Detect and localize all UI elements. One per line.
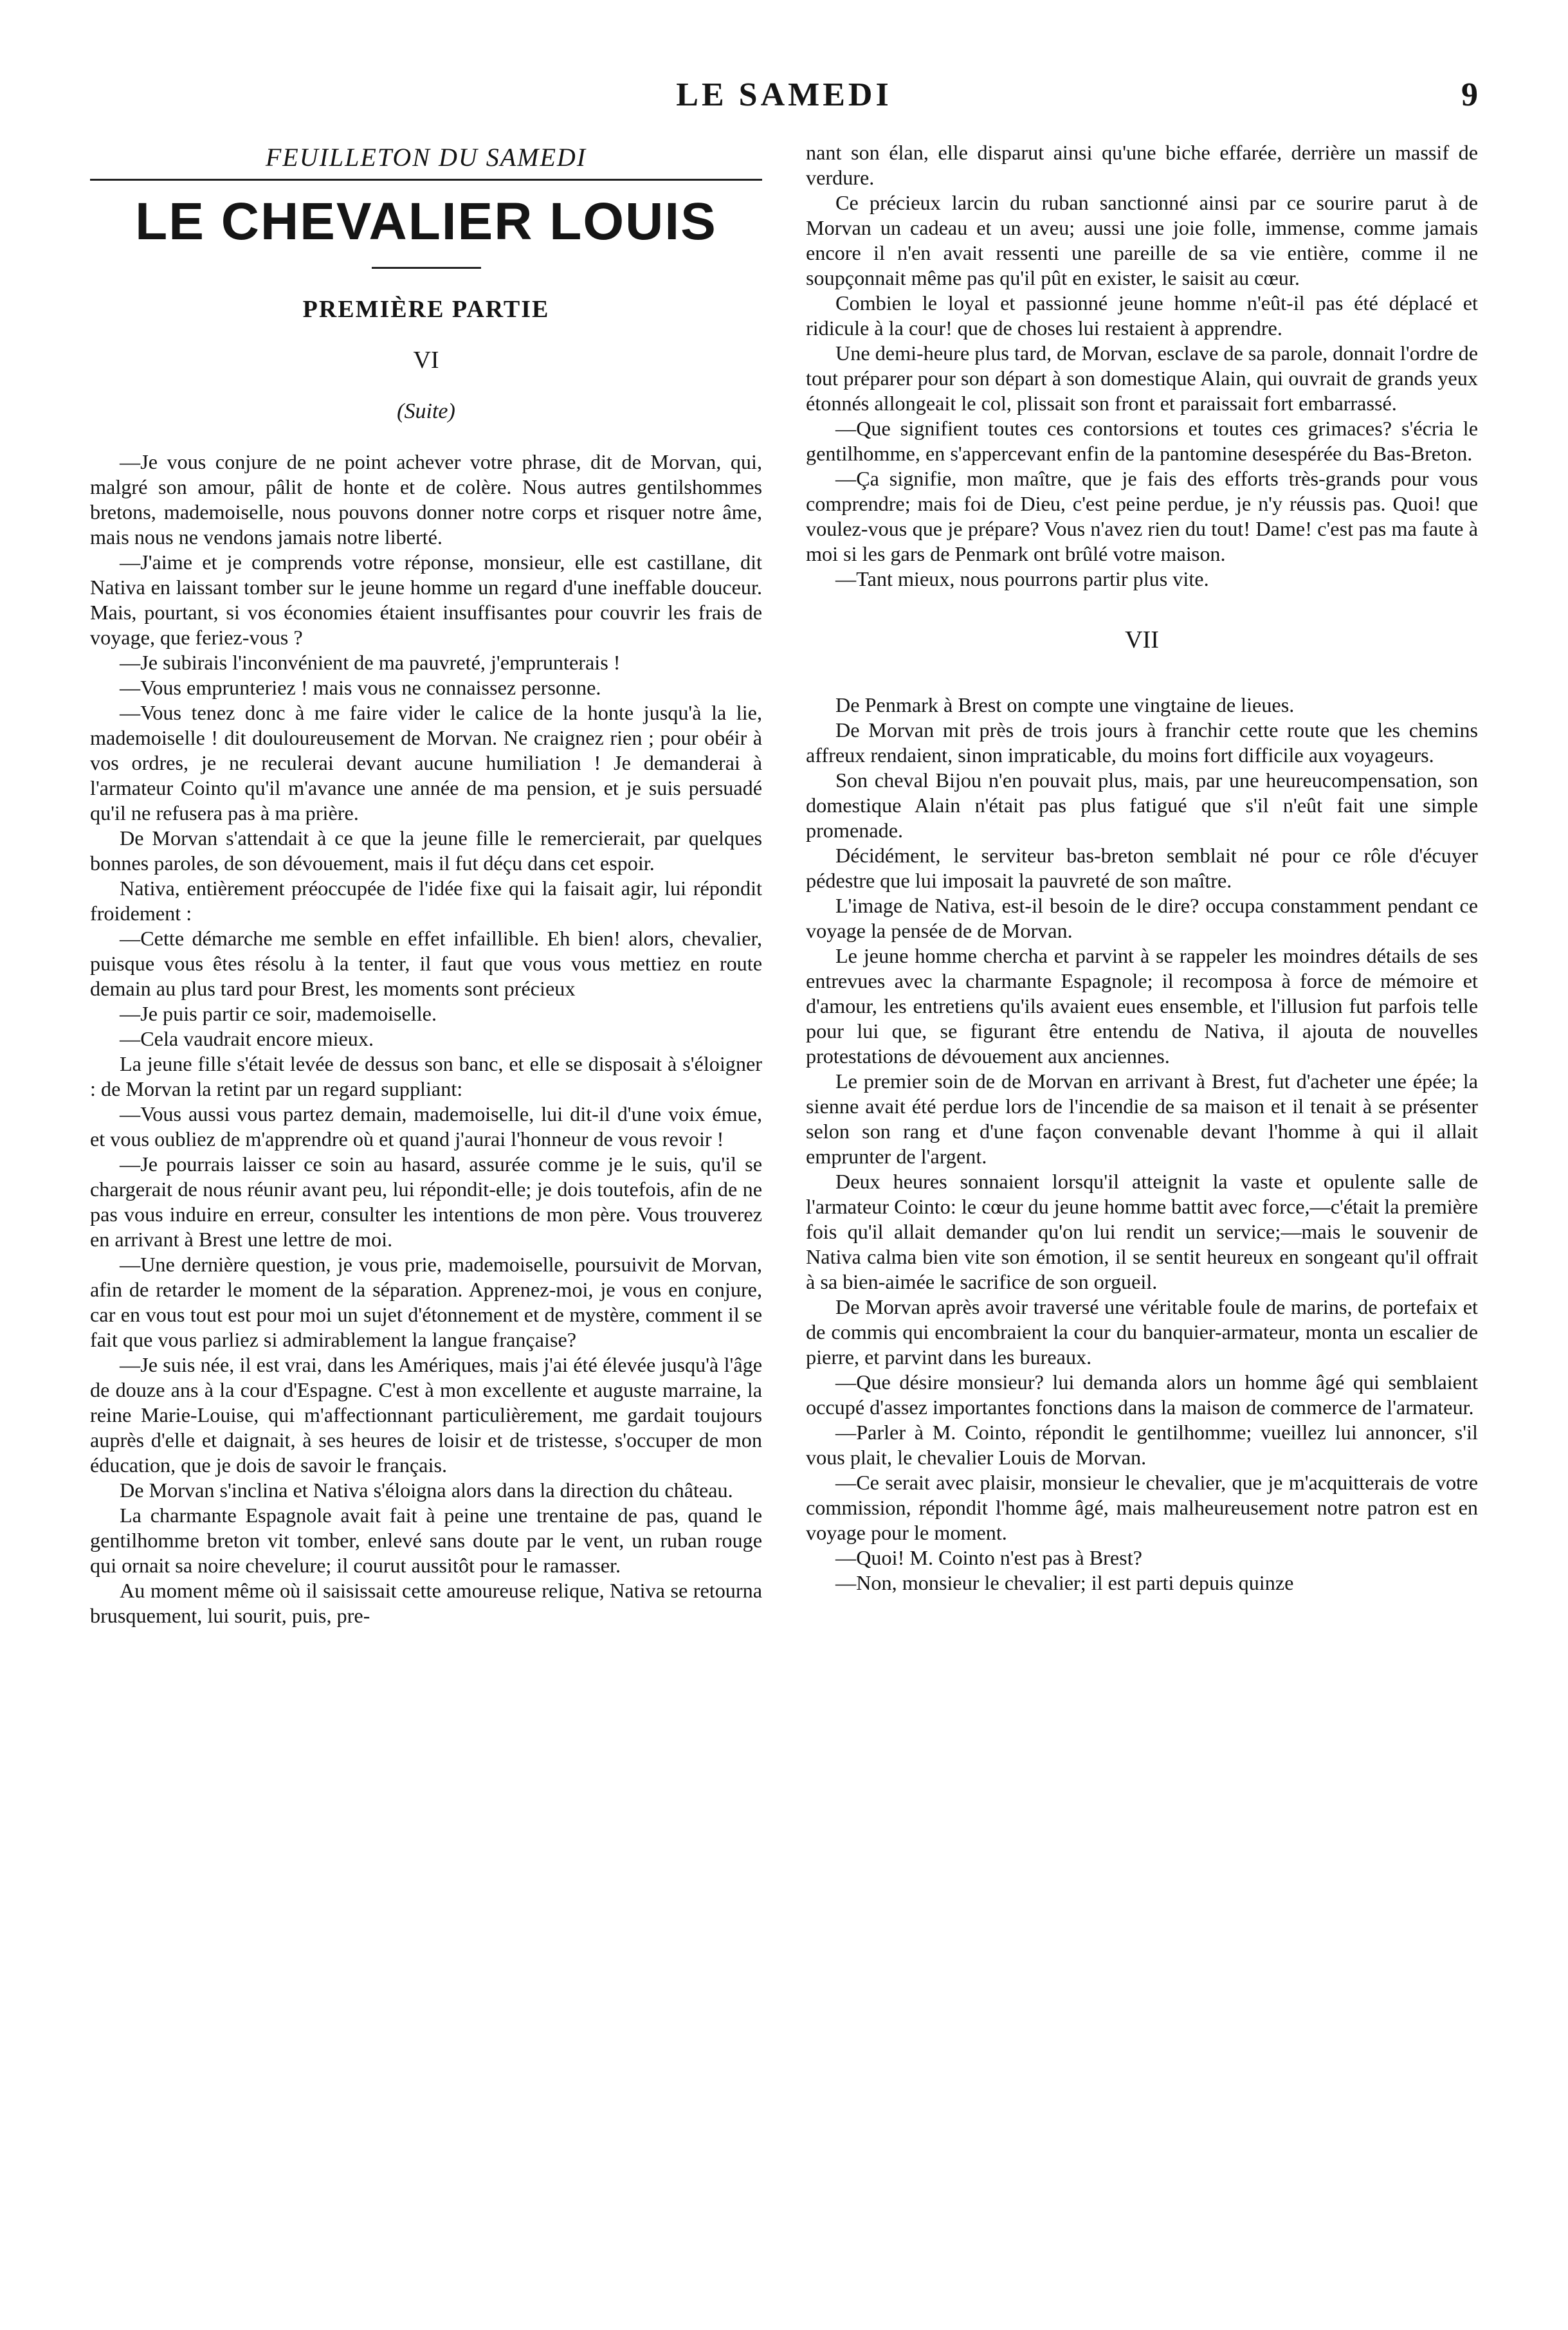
- paragraph: Combien le loyal et passionné jeune homme n'eût-il pas été déplacé et ridicule à la cour! que de choses lui restaient à apprendre.: [806, 291, 1478, 340]
- paragraph: —Je vous conjure de ne point achever votre phrase, dit de Morvan, qui, malgré son amour, pâlit de honte et de colère. Nous autres gentilshommes bretons, mademoiselle, nous pouvons donner notre corps et risquer notre âme, mais nous ne vendons jamais notre liberté.: [90, 450, 762, 549]
- chapter-heading: VII: [1125, 626, 1159, 653]
- paragraph: De Morvan mit près de trois jours à franchir cette route que les chemins affreux rendaient, sinon impraticable, du moins fort difficile aux voyageurs.: [806, 718, 1478, 767]
- paragraph: Deux heures sonnaient lorsqu'il atteignit la vaste et opulente salle de l'armateur Cointo: le cœur du jeune homme battit avec force,—c'était la première fois qu'il allait demander qu'on lui rendit un service;—mais le souvenir de Nativa calma bien vite son émotion, il se sentit heureux en songeant qu'il offrait à sa bien-aimée le sacrifice de son orgueil.: [806, 1170, 1478, 1293]
- paragraph: —Vous emprunteriez ! mais vous ne connaissez personne.: [120, 676, 601, 699]
- paragraph: —Non, monsieur le chevalier; il est parti depuis quinze: [835, 1571, 1294, 1594]
- paragraph-continued: nant son élan, elle disparut ainsi qu'une biche effarée, derrière un massif de verdure.: [806, 141, 1478, 189]
- paragraph: Au moment même où il saisissait cette amoureuse relique, Nativa se retourna brusquement, lui sourit, puis, pre-: [90, 1579, 762, 1627]
- left-column: [90, 145, 762, 1628]
- paragraph: —Je puis partir ce soir, mademoiselle.: [120, 1002, 437, 1025]
- paragraph: —Vous aussi vous partez demain, mademoiselle, lui dit-il d'une voix émue, et vous oubliez de m'apprendre où et quand j'aurai l'honneur de vous revoir !: [90, 1102, 762, 1151]
- story-title: LE CHEVALIER LOUIS: [135, 192, 717, 251]
- suite-label: (Suite): [397, 399, 455, 423]
- paragraph: —Que signifient toutes ces contorsions et toutes ces grimaces? s'écria le gentilhomme, en s'appercevant enfin de la pantomine desespérée du Bas-Breton.: [806, 417, 1478, 465]
- paragraph: —Quoi! M. Cointo n'est pas à Brest?: [835, 1546, 1142, 1569]
- paragraph: Le jeune homme chercha et parvint à se rappeler les moindres détails de ses entrevues avec la charmante Espagnole; il recomposa à force de mémoire et d'amour, les entretiens qu'ils avaient eues ensemble, et l'illusion fut parfois telle pour lui que, se figurant être entendu de Nativa, il ajouta de nouvelles protestations de dévouement aux anciennes.: [806, 944, 1478, 1068]
- paragraph: —Cette démarche me semble en effet infaillible. Eh bien! alors, chevalier, puisque vous êtes résolu à la tenter, il faut que vous vous mettiez en route demain au plus tard pour Brest, les moments sont précieux: [90, 927, 762, 1000]
- paragraph: —Une dernière question, je vous prie, mademoiselle, poursuivit de Morvan, afin de retarder le moment de la séparation. Apprenez-moi, je vous en conjure, car en vous tout est pour moi un sujet d'étonnement et de mystère, comment il se fait que vous parliez si admirablement la langue française?: [90, 1253, 762, 1351]
- paragraph: La charmante Espagnole avait fait à peine une trentaine de pas, quand le gentilhomme breton vit tomber, enlevé sans doute par le vent, un ruban rouge qui ornait sa noire chevelure; il courut aussitôt pour le ramasser.: [90, 1504, 762, 1577]
- paragraph: De Morvan après avoir traversé une véritable foule de marins, de portefaix et de commis qui encombraient la cour du banquier-armateur, monta un escalier de pierre, et parvint dans les bureaux.: [806, 1295, 1478, 1369]
- paragraph: —Ça signifie, mon maître, que je fais des efforts très-grands pour vous comprendre; mais foi de Dieu, c'est peine perdue, je n'y réussis pas. Quoi! que voulez-vous que je prépare? Vous n'avez rien du tout! Dame! c'est pas ma faute à moi si les gars de Penmark ont brûlé votre maison.: [806, 467, 1478, 565]
- paragraph: —Vous tenez donc à me faire vider le calice de la honte jusqu'à la lie, mademoiselle ! dit douloureusement de Morvan. Ne craignez rien ; pour obéir à vos ordres, je ne reculerai devant aucune humiliation ! Je demanderai à l'armateur Cointo qu'il m'avance une année de ma pension, et je suis persuadé qu'il ne refusera pas à ma prière.: [90, 701, 762, 824]
- left-paragraphs: [90, 450, 762, 1628]
- paragraph: Le premier soin de de Morvan en arrivant à Brest, fut d'acheter une épée; la sienne avait été perdue lors de l'incendie de sa maison et il tenait à se présenter selon son rang et d'une façon convenable devant l'homme à qui il allait emprunter de l'argent.: [806, 1069, 1478, 1168]
- paragraph: Son cheval Bijou n'en pouvait plus, mais, par une heureucompensation, son domestique Alain n'était pas plus fatigué que s'il n'eût fait une simple promenade.: [806, 769, 1478, 842]
- paragraph: Nativa, entièrement préoccupée de l'idée fixe qui la faisait agir, lui répondit froidement :: [90, 877, 762, 925]
- masthead: LE SAMEDI: [676, 77, 892, 113]
- right-paragraphs-after: [806, 693, 1478, 1596]
- paragraph: —Ce serait avec plaisir, monsieur le chevalier, que je m'acquitterais de votre commission, répondit l'homme âgé, mais malheureusement notre patron est en voyage pour le moment.: [806, 1471, 1478, 1544]
- paragraph: De Morvan s'inclina et Nativa s'éloigna alors dans la direction du château.: [120, 1479, 733, 1502]
- paragraph: —J'aime et je comprends votre réponse, monsieur, elle est castillane, dit Nativa en laissant tomber sur le jeune homme un regard d'une ineffable douceur. Mais, pourtant, si vos économies étaient insuffisantes pour couvrir les frais de voyage, que feriez-vous ?: [90, 551, 762, 649]
- paragraph: —Cela vaudrait encore mieux.: [120, 1027, 374, 1050]
- page-header: [90, 76, 1478, 127]
- paragraph: L'image de Nativa, est-il besoin de le dire? occupa constamment pendant ce voyage la pensée de de Morvan.: [806, 894, 1478, 942]
- feuilleton-label: FEUILLETON DU SAMEDI: [90, 145, 762, 181]
- paragraph: —Je pourrais laisser ce soin au hasard, assurée comme je le suis, qu'il se chargerait de nous réunir avant peu, lui répondit-elle; je dois toutefois, afin de ne pas vous induire en erreur, consulter les intentions de mon père. Vous trouverez en arrivant à Brest une lettre de moi.: [90, 1152, 762, 1251]
- title-rule: [372, 267, 481, 269]
- paragraph: Décidément, le serviteur bas-breton semblait né pour ce rôle d'écuyer pédestre que lui imposait la pauvreté de son maître.: [806, 844, 1478, 892]
- page-number: 9: [1461, 77, 1478, 113]
- paragraph: —Tant mieux, nous pourrons partir plus vite.: [835, 567, 1209, 590]
- paragraph: De Penmark à Brest on compte une vingtaine de lieues.: [835, 693, 1295, 716]
- right-column: [806, 140, 1478, 1596]
- part-heading: PREMIÈRE PARTIE: [302, 296, 550, 323]
- paragraph: Une demi-heure plus tard, de Morvan, esclave de sa parole, donnait l'ordre de tout préparer pour son départ à son domestique Alain, qui ouvrait de grands yeux étonnés allongeait le col, plissait son front et paraissait fort embarrassé.: [806, 341, 1478, 415]
- paragraph: —Que désire monsieur? lui demanda alors un homme âgé qui semblaient occupé d'assez importantes fonctions dans la maison de commerce de l'armateur.: [806, 1370, 1478, 1419]
- paragraph: —Je subirais l'inconvénient de ma pauvreté, j'emprunterais !: [120, 651, 621, 674]
- right-paragraphs-before: [806, 140, 1478, 592]
- chapter-heading: VI: [413, 347, 439, 374]
- paragraph: —Parler à M. Cointo, répondit le gentilhomme; vueillez lui annoncer, s'il vous plait, le chevalier Louis de Morvan.: [806, 1421, 1478, 1469]
- paragraph: —Je suis née, il est vrai, dans les Amériques, mais j'ai été élevée jusqu'à l'âge de douze ans à la cour d'Espagne. C'est à mon excellente et auguste marraine, la reine Marie-Louise, qui m'affectionnant particulièrement, me gardait toujours auprès d'elle et daignait, à ses heures de loisir et de tristesse, s'occuper de mon éducation, que je dois de savoir le français.: [90, 1353, 762, 1477]
- paragraph: Ce précieux larcin du ruban sanctionné ainsi par ce sourire parut à de Morvan un cadeau et un aveu; aussi une joie folle, immense, comme jamais encore il n'en avait ressenti une pareille de sa vie entière, comme il ne soupçonnait même pas qu'il pût en exister, le saisit au cœur.: [806, 191, 1478, 289]
- paragraph: De Morvan s'attendait à ce que la jeune fille le remercierait, par quelques bonnes paroles, de son dévouement, mais il fut déçu dans cet espoir.: [90, 826, 762, 875]
- paragraph: La jeune fille s'était levée de dessus son banc, et elle se disposait à s'éloigner : de Morvan la retint par un regard suppliant:: [90, 1052, 762, 1100]
